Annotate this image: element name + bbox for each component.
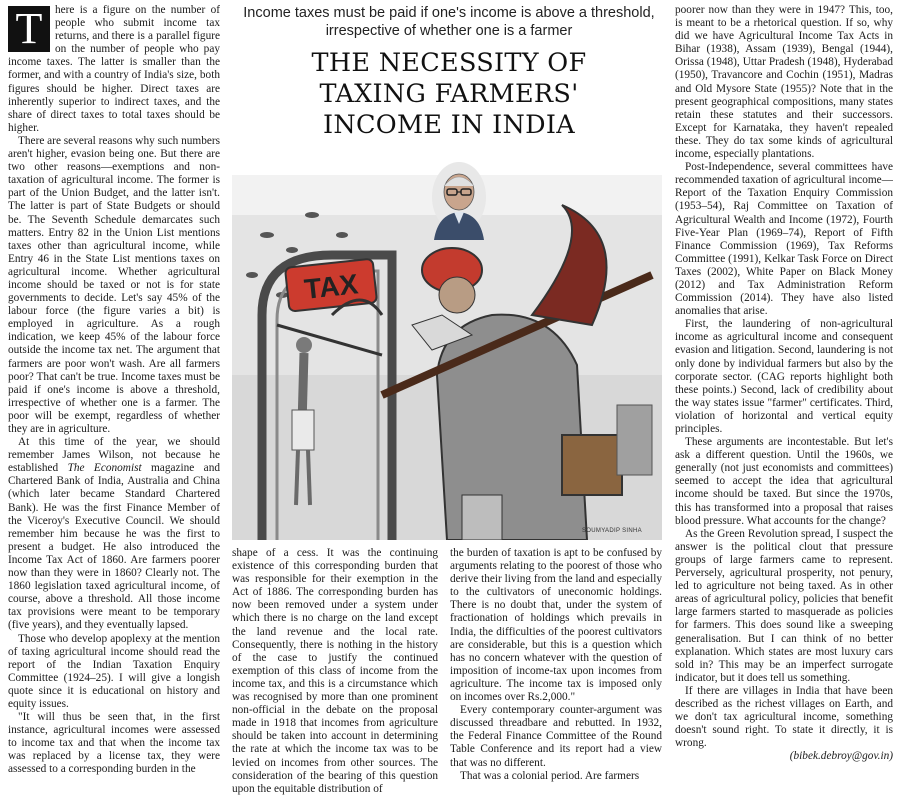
author-photo: [432, 162, 486, 240]
paragraph: That was a colonial period. Are farmers: [460, 769, 640, 782]
paragraph: There are several reasons why such numbers aren't higher, evasion being one. But there are two other reasons—exemptions and non-taxation of agricultural income. The former is part of the Union Budget, and the latter isn't. The latter is part of State Budgets or should be. The Seventh Schedule demarcates such matters. Entry 82 in the Union List mentions taxes other than agricultural income, while Entry 46 in the State List mentions taxes on agricultural income. Whether agricultural income should be taxed or not is for state governments to decide. Let's say 45% of the labour force (the figure varies a bit) is employed in agriculture. As a rough indication, we keep 45% of the labour force outside the income tax net. The argument that farmers are poor won't wash. Are all farmers poor? That can't be true. Income taxes must be paid if one's income is above a threshold, irrespective of whether one is a farmer. The poor will be exempt, regardless of whether they are in agriculture.: [8, 134, 220, 435]
paragraph: the burden of taxation is apt to be confused by arguments relating to the poorest of those who derive their living from the land and especially to the cultivators of uneconomic holdings. There is no doubt that, under the system of fractionation of holdings which prevails in India, the difficulties of the poorest cultivators are considerable, but this is a question which has no concern whatever with the question of imposition of income-tax upon incomes from agriculture. The income tax is imposed only on incomes over Rs.2,000.": [450, 547, 662, 704]
article-headline: THE NECESSITY OF TAXING FARMERS' INCOME IN INDIA: [311, 48, 587, 140]
paragraph: As the Green Revolution spread, I suspect the answer is the political clout that pressure groups of large farmers came to represent. Perversely, agricultural prosperity, not penury, led to agriculture not being taxed. As in other areas of agricultural policy, policies that benefit large farmers started to masquerade as policies for farmers. This does sound like a sweeping generalisation. But I can think of no better explanation. Which states are most luxury cars sold in? This may be an imperfect surrogate indicator, but it does tell us something.: [675, 527, 893, 684]
paragraph: "It will thus be seen that, in the first instance, agricultural incomes were assessed to income tax and that when the income tax was replaced by a license tax, they were assessed to a corresponding burden in the: [8, 711, 220, 776]
publication-name: The Economist: [67, 462, 142, 475]
paragraph: poorer now than they were in 1947? This, too, is meant to be a rhetorical question. If so, why did we have Agricultural Income Tax Acts in Bihar (1938), Assam (1939), Bengal (1944), Orissa (1948), Uttar Pradesh (1948), Hyderabad (1950), Travancore and Cochin (1951), Madras and Old Mysore State (1955)? Note that in the present geographical compositions, many states retain these statutes and their successors. Except for Karnataka, they haven't repealed these. They do tax some kinds of agricultural income, especially plantations.: [675, 4, 893, 161]
tax-sign-text: TAX: [302, 268, 360, 305]
article-column-2: [232, 547, 438, 805]
article-tagline: Income taxes must be paid if one's income is above a threshold, irrespective of whether one is a farmer: [243, 5, 655, 39]
paragraph: If there are villages in India that have been described as the richest villages on Earth, and we don't tax agricultural income, something doesn't sound right. To state it directly, it is wrong.: [675, 684, 893, 750]
article-column-4: [675, 4, 893, 804]
article-column-3: [450, 547, 662, 805]
paragraph: Every contemporary counter-argument was discussed threadbare and rebutted. In 1932, the Federal Finance Committee of the Round Table Conference and its report had a view that was no different.: [450, 704, 662, 769]
paragraph: Those who develop apoplexy at the mention of taxing agricultural income should read the report of the Indian Taxation Enquiry Committee (1924–25). I will give a longish quote since it is educational on history and equity issues.: [8, 632, 220, 710]
paragraph: Post-Independence, several committees have recommended taxation of agricultural income—Report of the Taxation Enquiry Commission (1953–54), Raj Committee on Taxation of Agricultural Wealth and Income (1972), Fourth Five-Year Plan (1969–74), Report of Fifth Finance Commission (1969), Tax Reforms Committee (1991), Kelkar Task Force on Direct Taxes (2002), White Paper on Black Money (2012) and Tax Administration Reform Commission (2014). They have also listed anomalies that arise.: [675, 161, 893, 318]
illustration-credit: SOUMYADIP SINHA: [582, 528, 642, 534]
paragraph: shape of a cess. It was the continuing existence of this corresponding burden that was responsible for their exemption in the Act of 1886. The corresponding burden has now been removed under a system under which there is no charge on the land except the land revenue and the local rate. Consequently, there is nothing in the history of the case to justify the continued exemption of this class of income from the income tax, and this is a circumstance which was recognised by more than one prominent non-official in the debate on the proposal made in 1918 that incomes from agriculture should be taken into account in determining the rate at which the income tax was to be levied on incomes from other sources. The consideration of the bearing of this question upon the equitable distribution of: [232, 547, 438, 795]
paragraph: here is a figure on the number of people who submit income tax returns, and there is a parallel figure on the number of people who pay income taxes. The latter is smaller than the former, and with a country of India's size, both figures should be higher. Direct taxes are inherently superior to indirect taxes, and the share of direct taxes to total taxes should be higher.: [8, 4, 220, 134]
paragraph: First, the laundering of non-agricultural income as agricultural income and consequent evasion and litigation. Second, laundering is not only done by individual farmers but also by the corporate sector. (CAG reports highlight both these points.) Second, lack of credibility about the way states issue "farmer" certificates. Third, violation of horizontal and vertical equity principles.: [675, 318, 893, 435]
article-column-1: [8, 4, 220, 804]
paragraph: These arguments are incontestable. But let's ask a different question. Until the 1960s, we generally (not just economists and committees) seemed to accept the idea that agricultural income should be taxed. But since the 1970s, this has transformed into a proposal that raises blood pressure. What accounts for the change?: [675, 436, 893, 527]
drop-cap: T: [8, 6, 50, 52]
author-email: (bibek.debroy@gov.in): [789, 750, 893, 763]
paragraph: At this time of the year, we should remember James Wilson, not because he established The Economist magazine and Chartered Bank of India, Australia and China (which later became Standard Chartered Bank). He was the first Finance Member of the Viceroy's Executive Council. We should remember him because he was the first to present a budget. He also introduced the Income Tax Act of 1860. Are farmers poorer now than they were in 1860? Clearly not. The 1860 legislation taxed agricultural income, of course, above a threshold. All those income tax provisions were meant to be temporary (five years), and they eventually lapsed.: [8, 436, 220, 632]
